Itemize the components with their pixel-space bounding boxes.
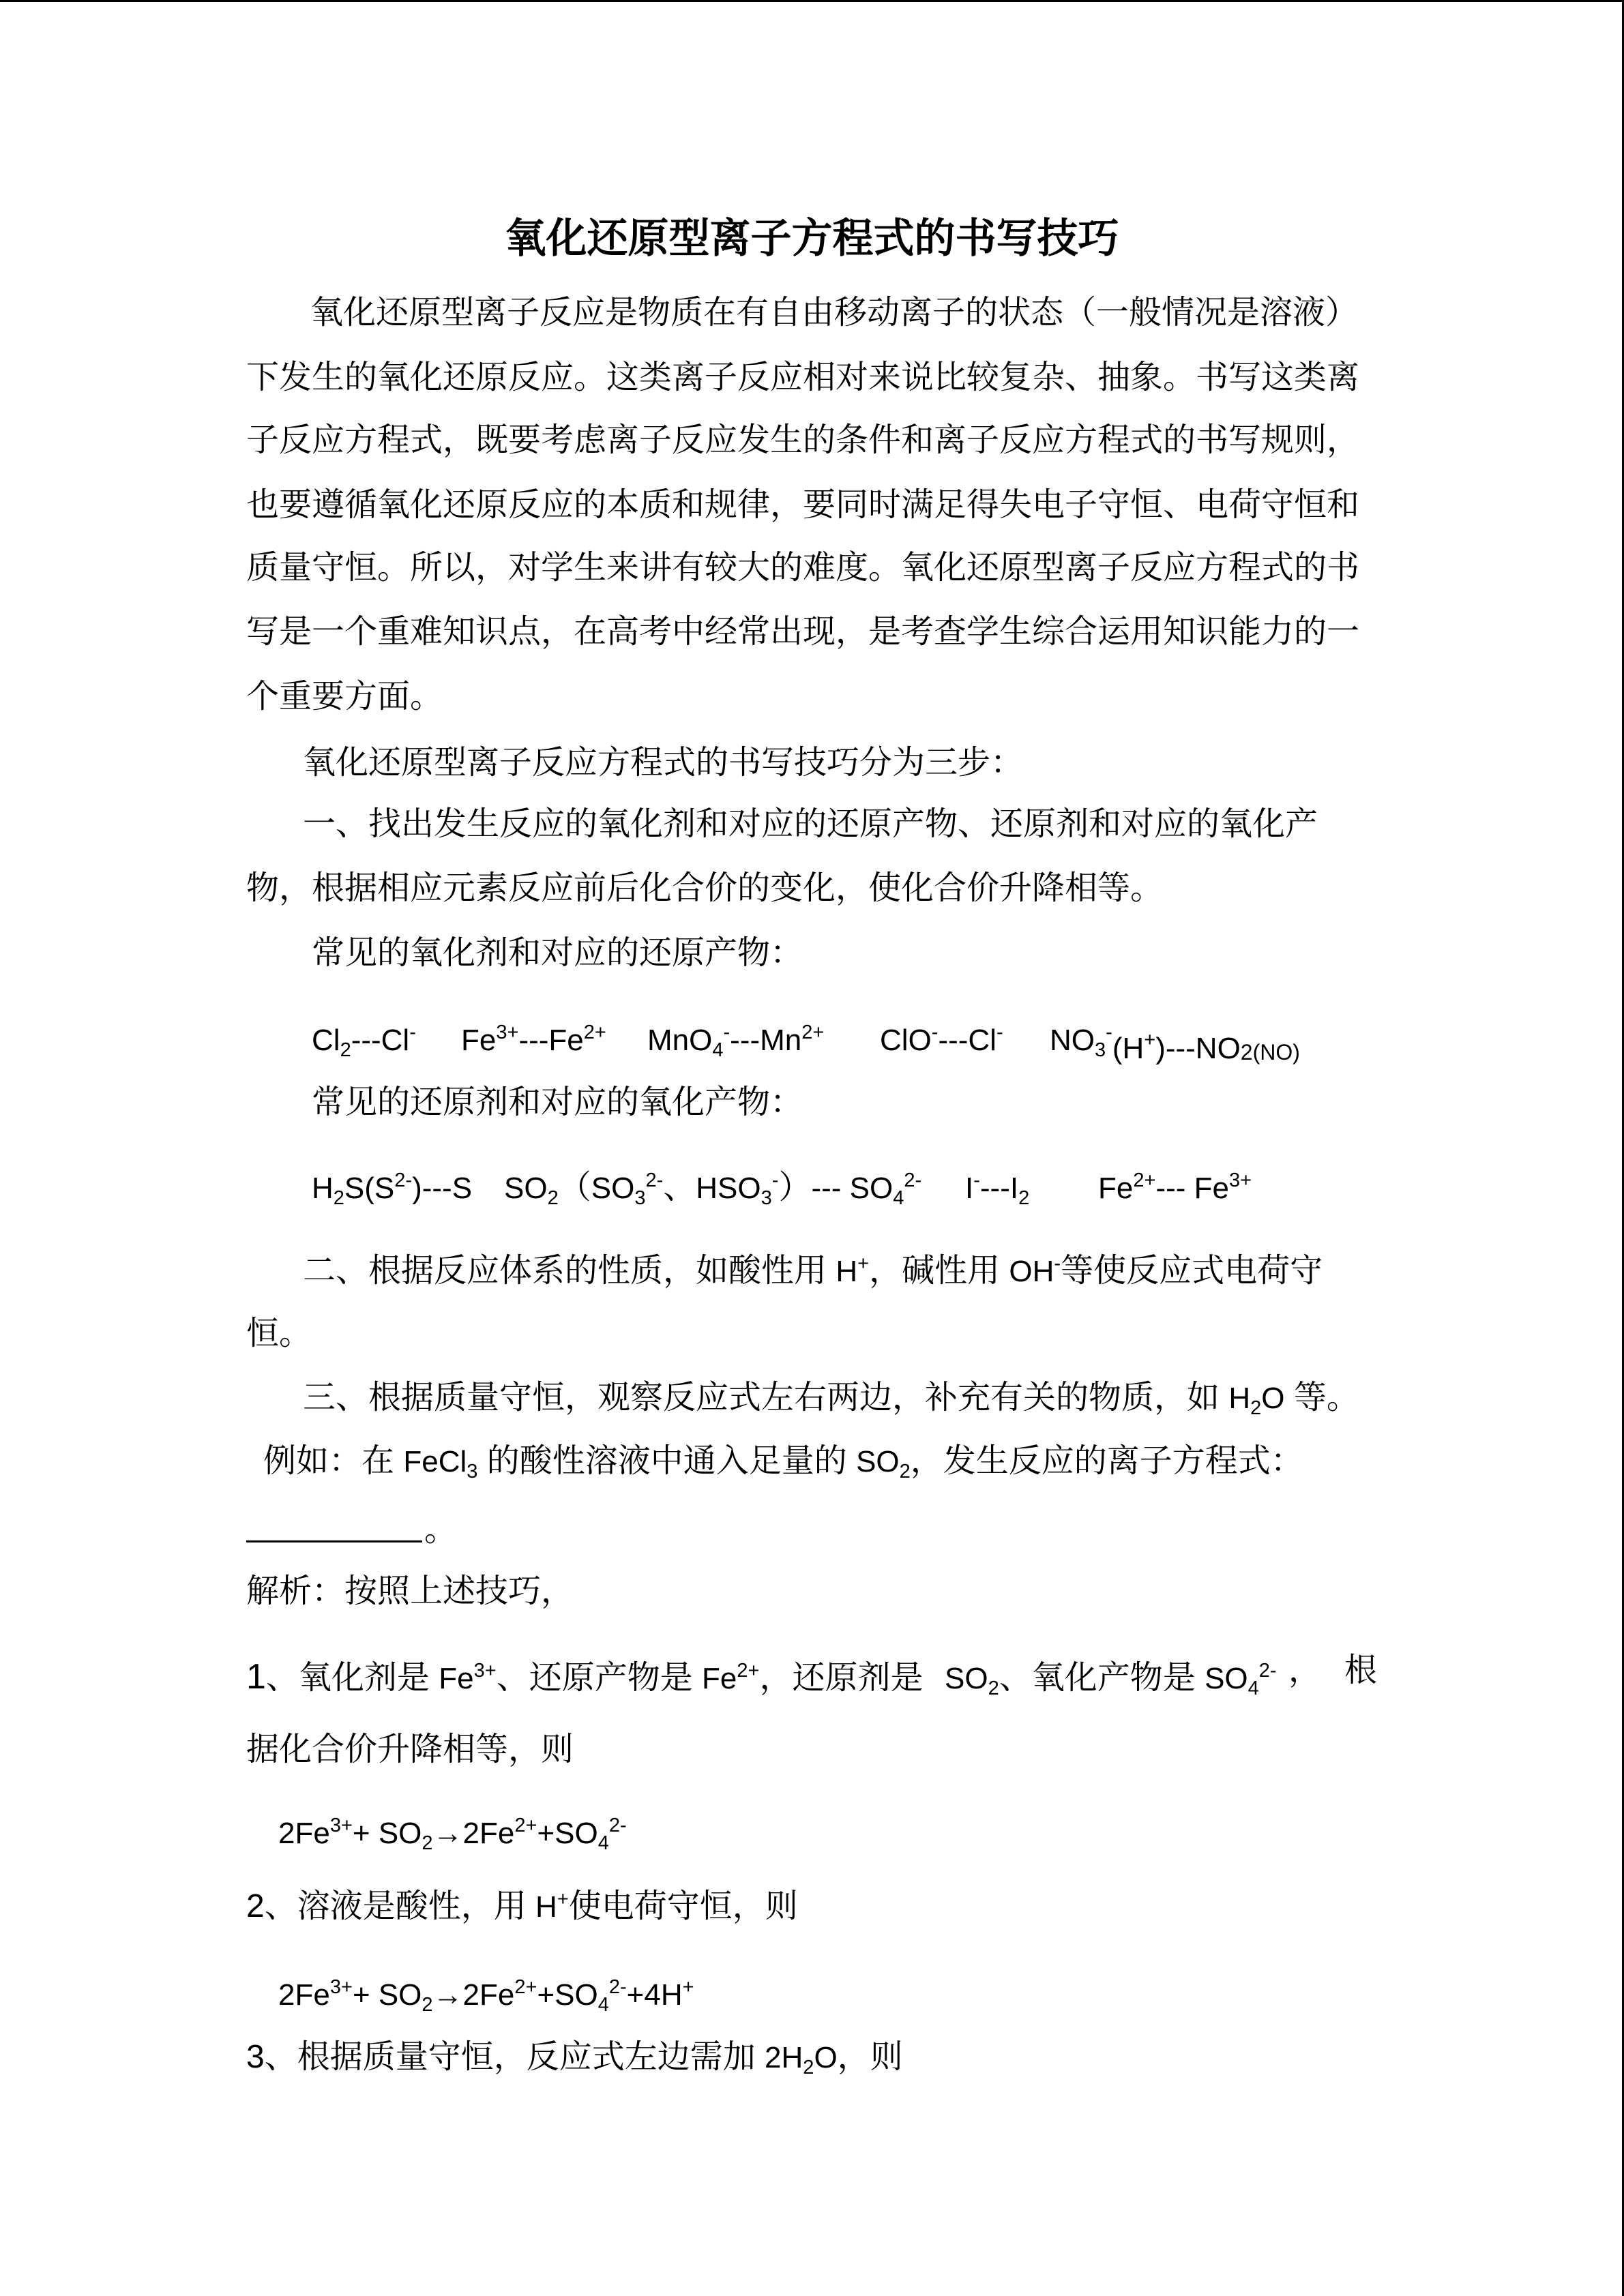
- text-run: O: [814, 2041, 838, 2074]
- text-run: H: [836, 1255, 858, 1288]
- superscript: 2-: [1258, 1660, 1277, 1682]
- reductant-pair: [1098, 1160, 1252, 1205]
- superscript: 2-: [645, 1169, 664, 1191]
- text-run: 使电荷守恒，则: [568, 1888, 798, 1924]
- text-run: Fe: [461, 1024, 497, 1057]
- text-run: Fe: [1098, 1172, 1134, 1205]
- text-run: FeCl: [403, 1445, 467, 1478]
- text-run: )---S: [412, 1172, 473, 1205]
- superscript: 2+: [737, 1660, 760, 1682]
- oxidant-pair: [312, 1012, 416, 1061]
- text-run: H: [535, 1890, 557, 1924]
- text-run: SO: [504, 1172, 548, 1205]
- equation-1: [278, 1805, 627, 1854]
- superscript: -: [1054, 1253, 1061, 1274]
- text-run: ---Fe: [518, 1024, 584, 1057]
- text-run: ，则: [837, 2039, 903, 2075]
- text-run: SO: [1205, 1662, 1248, 1695]
- text-run: 2Fe: [278, 1978, 330, 2012]
- text-run: ，还原剂是: [759, 1660, 924, 1696]
- subscript: 2: [422, 1994, 433, 2016]
- text-run: SO: [945, 1662, 988, 1695]
- text-run: 2H: [765, 2041, 803, 2074]
- superscript: 3+: [329, 1815, 353, 1836]
- text-run: 2Fe: [278, 1817, 330, 1850]
- text-run: ）: [778, 1169, 812, 1206]
- text-run: SO: [591, 1172, 635, 1205]
- subscript: 2: [547, 1187, 559, 1209]
- subscript: 2: [899, 1461, 911, 1482]
- analysis-point1-part1: [246, 1650, 924, 1697]
- text-run: 例如：在: [263, 1443, 404, 1479]
- text-run: OH: [1009, 1255, 1054, 1288]
- reductant-pair: [504, 1160, 922, 1209]
- superscript: 2-: [608, 1815, 627, 1836]
- text-run: --- Fe: [1155, 1172, 1229, 1205]
- superscript: 3+: [1228, 1169, 1252, 1191]
- text-run: SO: [856, 1445, 900, 1478]
- oxidant-pair: [1050, 1012, 1300, 1065]
- text-run: 、: [663, 1169, 696, 1206]
- analysis-point1-comma: ，: [1288, 1652, 1322, 1688]
- subscript: 2: [333, 1187, 344, 1209]
- superscript: -: [931, 1022, 939, 1043]
- text-run: + SO: [352, 1978, 422, 2012]
- subscript: 3: [634, 1187, 646, 1209]
- intro-line: 质量守恒。所以，对学生来讲有较大的难度。氧化还原型离子反应方程式的书: [246, 550, 1360, 586]
- subscript: 3: [467, 1461, 478, 1482]
- superscript: 3+: [329, 1976, 353, 1998]
- text-run: 3、根据质量守恒，反应式左边需加: [246, 2039, 765, 2075]
- subscript: 3: [761, 1187, 772, 1209]
- text-run: +SO: [537, 1978, 598, 2012]
- subscript: 2: [340, 1039, 351, 1061]
- text-run: S(S: [344, 1172, 395, 1205]
- text-run: + SO: [352, 1817, 422, 1850]
- text-run: )---NO: [1155, 1032, 1241, 1065]
- example-question: [263, 1441, 1303, 1482]
- text-run: Fe: [702, 1662, 737, 1695]
- text-run: HSO: [696, 1172, 761, 1205]
- subscript: 4: [597, 1832, 609, 1854]
- text-run: Fe: [439, 1662, 474, 1695]
- superscript: 3+: [496, 1022, 519, 1043]
- text-run: 三、根据质量守恒，观察反应式左右两边，补充有关的物质，如: [303, 1380, 1229, 1416]
- text-run: MnO: [647, 1024, 713, 1057]
- subscript: 3: [1095, 1039, 1106, 1061]
- step2-line: [303, 1243, 1323, 1289]
- superscript: -: [723, 1022, 730, 1043]
- text-run: 、还原产物是: [496, 1660, 703, 1696]
- superscript: 2-: [608, 1976, 627, 1998]
- superscript: +: [557, 1888, 569, 1910]
- step2-line: 恒。: [246, 1315, 312, 1352]
- superscript: -: [771, 1169, 779, 1191]
- text-run: +4H: [626, 1978, 683, 2012]
- superscript: +: [1144, 1029, 1156, 1051]
- intro-line: 写是一个重难知识点，在高考中经常出现，是考查学生综合运用知识能力的一: [246, 614, 1360, 650]
- text-run: 、氧化产物是: [999, 1660, 1205, 1696]
- step1-line: 物，根据相应元素反应前后化合价的变化，使化合价升降相等。: [246, 870, 1164, 906]
- analysis-point2: [246, 1879, 798, 1924]
- steps-intro: 氧化还原型离子反应方程式的书写技巧分为三步：: [303, 745, 1024, 781]
- reductant-pair: [965, 1160, 1030, 1209]
- text-run: --- SO: [811, 1172, 894, 1205]
- text-run: ---I: [979, 1172, 1019, 1205]
- superscript: +: [857, 1253, 870, 1274]
- text-run: Cl: [312, 1024, 340, 1057]
- text-run: 等。: [1284, 1380, 1359, 1416]
- superscript: 2-: [904, 1169, 922, 1191]
- reductant-pair: [312, 1160, 473, 1209]
- superscript: 2+: [583, 1022, 606, 1043]
- answer-blank-end: 。: [424, 1512, 458, 1548]
- intro-line: 也要遵循氧化还原反应的本质和规律，要同时满足得失电子守恒、电荷守恒和: [246, 487, 1360, 523]
- superscript: +: [682, 1976, 694, 1998]
- oxidant-pair: [880, 1012, 1003, 1057]
- oxidant-pair: [461, 1012, 606, 1057]
- text-run: （: [558, 1169, 591, 1206]
- text-run: +SO: [537, 1817, 598, 1850]
- superscript: 2+: [801, 1022, 825, 1043]
- subscript: 2: [1018, 1187, 1030, 1209]
- subscript: 2: [1250, 1397, 1262, 1419]
- document-title: 氧化还原型离子方程式的书写技巧: [505, 215, 1119, 263]
- text-run: 等使反应式电荷守: [1061, 1253, 1323, 1289]
- step3-line: [303, 1377, 1359, 1418]
- text-run: 二、根据反应体系的性质，如酸性用: [303, 1253, 836, 1289]
- text-run: ，发生反应的离子方程式：: [910, 1443, 1303, 1479]
- subscript: 2: [988, 1678, 999, 1699]
- text-run: H: [1228, 1382, 1251, 1415]
- analysis-point3: [246, 2037, 903, 2078]
- oxidants-heading: 常见的氧化剂和对应的还原产物：: [312, 935, 803, 971]
- analysis-point1-wrap: 根: [1344, 1652, 1378, 1688]
- text-run: H: [312, 1172, 334, 1205]
- text-run: 1: [246, 1657, 266, 1697]
- text-run: →2Fe: [432, 1817, 515, 1850]
- text-run: NO: [1050, 1024, 1095, 1057]
- text-run: 、氧化剂是: [265, 1660, 439, 1696]
- subscript: 4: [712, 1039, 724, 1061]
- intro-line: 下发生的氧化还原反应。这类离子反应相对来说比较复杂、抽象。书写这类离: [246, 359, 1360, 396]
- superscript: 2+: [1133, 1169, 1156, 1191]
- text-run: ---Cl: [938, 1024, 996, 1057]
- subscript: 2(NO): [1240, 1040, 1300, 1064]
- intro-line: 个重要方面。: [246, 679, 443, 715]
- superscript: -: [996, 1022, 1003, 1043]
- subscript: 4: [893, 1187, 904, 1209]
- analysis-point1-continued: 据化合价升降相等，则: [246, 1731, 574, 1768]
- oxidant-pair: [647, 1012, 825, 1061]
- text-run: 的酸性溶液中通入足量的: [477, 1443, 857, 1479]
- superscript: 2-: [394, 1169, 413, 1191]
- text-run: ---Cl: [351, 1024, 410, 1057]
- superscript: -: [1106, 1022, 1112, 1043]
- intro-line: 氧化还原型离子反应是物质在有自由移动离子的状态（一般情况是溶液）: [310, 295, 1359, 331]
- step1-line: 一、找出发生反应的氧化剂和对应的还原产物、还原剂和对应的氧化产: [303, 806, 1318, 842]
- superscript: -: [973, 1169, 980, 1191]
- text-run: O: [1261, 1382, 1285, 1415]
- text-run: (H: [1112, 1032, 1145, 1065]
- text-run: ---Mn: [730, 1024, 802, 1057]
- text-run: →2Fe: [432, 1978, 515, 2012]
- superscript: 2+: [514, 1815, 537, 1836]
- superscript: 2+: [514, 1976, 537, 1998]
- reductants-heading: 常见的还原剂和对应的氧化产物：: [312, 1084, 803, 1120]
- intro-line: 子反应方程式，既要考虑离子反应发生的条件和离子反应方程式的书写规则，: [246, 422, 1360, 458]
- subscript: 2: [803, 2057, 814, 2078]
- answer-blank: [246, 1540, 422, 1542]
- text-run: ClO: [880, 1024, 932, 1057]
- analysis-heading: 解析：按照上述技巧，: [246, 1573, 574, 1609]
- equation-2: [278, 1967, 694, 2016]
- page-border-top: [0, 0, 1624, 2]
- superscript: -: [409, 1022, 416, 1043]
- subscript: 4: [597, 1994, 609, 2016]
- superscript: 3+: [473, 1660, 497, 1682]
- text-run: ，碱性用: [869, 1253, 1009, 1289]
- analysis-point1-part2: [945, 1650, 1277, 1699]
- subscript: 4: [1247, 1678, 1259, 1699]
- text-run: I: [965, 1172, 974, 1205]
- text-run: 2、溶液是酸性，用: [246, 1888, 536, 1924]
- subscript: 2: [422, 1832, 433, 1854]
